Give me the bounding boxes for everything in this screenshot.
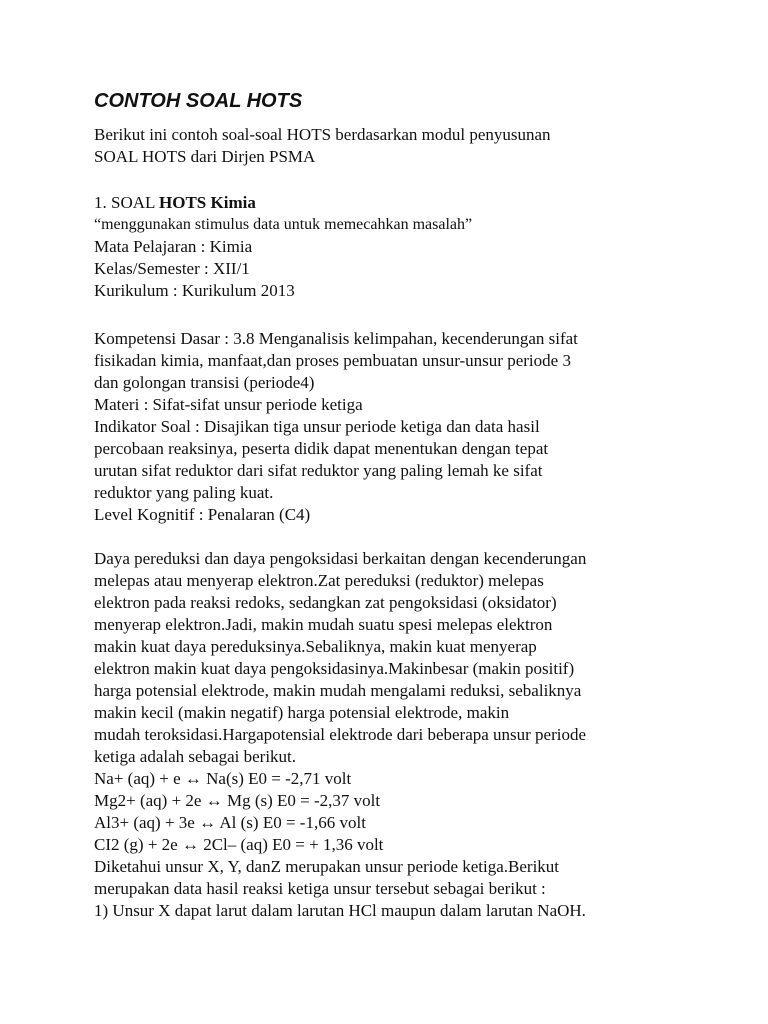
- page-title: CONTOH SOAL HOTS: [94, 90, 303, 112]
- text-line: Diketahui unsur X, Y, danZ merupakan unsur periode ketiga.Berikut: [94, 857, 560, 876]
- section-quote: “menggunakan stimulus data untuk memecahkan masalah”: [94, 216, 473, 233]
- section-heading: [94, 192, 714, 214]
- text-line: makin kuat daya pereduksinya.Sebaliknya, makin kuat menyerap: [94, 637, 537, 656]
- intro-line: SOAL HOTS dari Dirjen PSMA: [94, 147, 316, 166]
- text-line: ketiga adalah sebagai berikut.: [94, 747, 297, 766]
- text-line: elektron pada reaksi redoks, sedangkan zat pengoksidasi (oksidator): [94, 593, 557, 612]
- text-line: fisikadan kimia, manfaat,dan proses pembuatan unsur-unsur periode 3: [94, 351, 571, 370]
- meta-line: Mata Pelajaran : Kimia: [94, 237, 253, 256]
- meta-line: Kurikulum : Kurikulum 2013: [94, 281, 295, 300]
- text-line: harga potensial elektrode, makin mudah mengalami reduksi, sebaliknya: [94, 681, 582, 700]
- text-line: percobaan reaksinya, peserta didik dapat menentukan dengan tepat: [94, 439, 549, 458]
- text-line: menyerap elektron.Jadi, makin mudah suatu spesi melepas elektron: [94, 615, 553, 634]
- text-line: mudah teroksidasi.Hargapotensial elektrode dari beberapa unsur periode: [94, 725, 587, 744]
- section-header: [94, 192, 714, 302]
- text-line: Kompetensi Dasar : 3.8 Menganalisis kelimpahan, kecenderungan sifat: [94, 329, 578, 348]
- equation-line: CI2 (g) + 2e ↔ 2Cl– (aq) E0 = + 1,36 volt: [94, 835, 384, 854]
- text-line: dan golongan transisi (periode4): [94, 373, 315, 392]
- text-line: urutan sifat reduktor dari sifat reduktor yang paling lemah ke sifat: [94, 461, 543, 480]
- competency-paragraph: [94, 328, 714, 526]
- text-line: 1) Unsur X dapat larut dalam larutan HCl maupun dalam larutan NaOH.: [94, 901, 586, 920]
- text-line: elektron makin kuat daya pengoksidasinya.Makinbesar (makin positif): [94, 659, 575, 678]
- text-line: Daya pereduksi dan daya pengoksidasi berkaitan dengan kecenderungan: [94, 549, 587, 568]
- equation-line: Na+ (aq) + e ↔ Na(s) E0 = -2,71 volt: [94, 769, 352, 788]
- equation-line: Al3+ (aq) + 3e ↔ Al (s) E0 = -1,66 volt: [94, 813, 366, 832]
- text-line: Level Kognitif : Penalaran (C4): [94, 505, 311, 524]
- text-line: melepas atau menyerap elektron.Zat pereduksi (reduktor) melepas: [94, 571, 544, 590]
- text-line: Materi : Sifat-sifat unsur periode ketiga: [94, 395, 363, 414]
- intro-line: Berikut ini contoh soal-soal HOTS berdasarkan modul penyusunan: [94, 125, 551, 144]
- equation-line: Mg2+ (aq) + 2e ↔ Mg (s) E0 = -2,37 volt: [94, 791, 381, 810]
- intro-paragraph: [94, 124, 714, 168]
- meta-line: Kelas/Semester : XII/1: [94, 259, 250, 278]
- section-heading-bold: HOTS Kimia: [159, 193, 256, 212]
- section-heading-prefix: 1. SOAL: [94, 193, 160, 212]
- explanation-paragraph: [94, 548, 714, 922]
- text-line: merupakan data hasil reaksi ketiga unsur tersebut sebagai berikut :: [94, 879, 546, 898]
- text-line: Indikator Soal : Disajikan tiga unsur periode ketiga dan data hasil: [94, 417, 540, 436]
- text-line: makin kecil (makin negatif) harga potensial elektrode, makin: [94, 703, 510, 722]
- text-line: reduktor yang paling kuat.: [94, 483, 274, 502]
